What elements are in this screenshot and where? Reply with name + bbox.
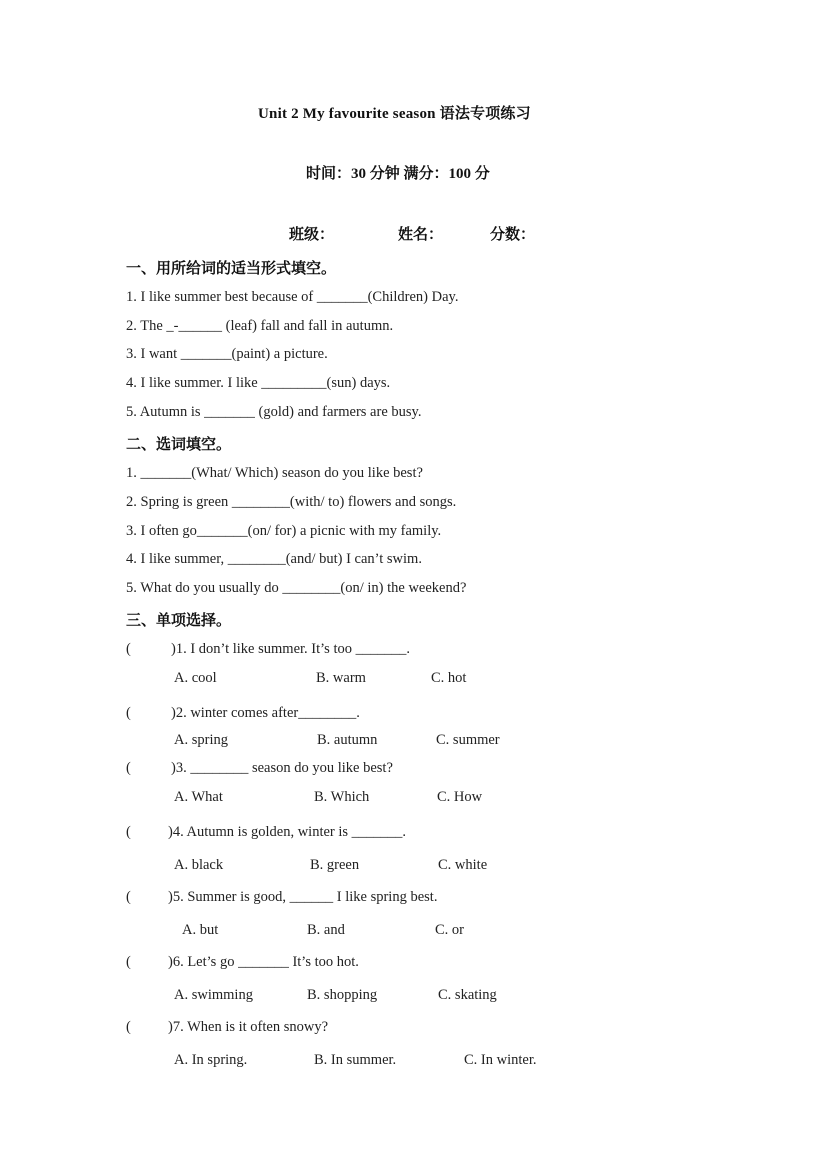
answer-paren: (	[126, 954, 131, 970]
section-2-heading: 二、选词填空。	[126, 437, 232, 453]
s3-question-4: )4. Autumn is golden, winter is _______.	[168, 824, 407, 840]
s3-q5-option-b: B. and	[307, 922, 345, 938]
s3-q3-option-a: A. What	[174, 789, 223, 805]
s1-question-5: 5. Autumn is _______ (gold) and farmers are busy.	[126, 404, 422, 420]
s3-question-6: )6. Let’s go _______ It’s too hot.	[168, 954, 359, 970]
score-label: 分数：	[490, 227, 536, 243]
s3-q7-option-b: B. In summer.	[314, 1052, 397, 1068]
answer-paren: (	[126, 641, 131, 657]
s3-q2-option-a: A. spring	[174, 732, 228, 748]
class-label: 班级：	[289, 227, 335, 243]
s2-question-1: 1. _______(What/ Which) season do you like best?	[126, 465, 423, 481]
s3-q4-option-b: B. green	[310, 857, 360, 873]
s3-question-2: )2. winter comes after________.	[171, 705, 360, 721]
s2-question-5: 5. What do you usually do ________(on/ in) the weekend?	[126, 580, 467, 596]
answer-paren: (	[126, 760, 131, 776]
time-score-line: 时间：30 分钟 满分：100 分	[306, 166, 490, 182]
s3-q2-option-b: B. autumn	[317, 732, 378, 748]
answer-paren: (	[126, 889, 131, 905]
s3-q4-option-a: A. black	[174, 857, 224, 873]
s3-q7-option-c: C. In winter.	[464, 1052, 537, 1068]
s2-question-3: 3. I often go_______(on/ for) a picnic with my family.	[126, 523, 442, 539]
s3-q3-option-b: B. Which	[314, 789, 370, 805]
section-1-heading: 一、用所给词的适当形式填空。	[126, 261, 337, 277]
s3-q1-option-b: B. warm	[316, 670, 366, 686]
page-title: Unit 2 My favourite season 语法专项练习	[258, 106, 531, 122]
section-3-heading: 三、单项选择。	[126, 613, 232, 629]
s1-question-3: 3. I want _______(paint) a picture.	[126, 346, 328, 362]
s1-question-2: 2. The _-______ (leaf) fall and fall in autumn.	[126, 318, 394, 334]
s3-q3-option-c: C. How	[437, 789, 483, 805]
answer-paren: (	[126, 705, 131, 721]
answer-paren: (	[126, 824, 131, 840]
s2-question-4: 4. I like summer, ________(and/ but) I can’t swim.	[126, 551, 422, 567]
s3-q4-option-c: C. white	[438, 857, 488, 873]
s3-q7-option-a: A. In spring.	[174, 1052, 248, 1068]
s3-q1-option-a: A. cool	[174, 670, 217, 686]
s3-q6-option-c: C. skating	[438, 987, 497, 1003]
s3-q5-option-c: C. or	[435, 922, 464, 938]
answer-paren: (	[126, 1019, 131, 1035]
s3-q5-option-a: A. but	[182, 922, 219, 938]
s3-question-5: )5. Summer is good, ______ I like spring best.	[168, 889, 438, 905]
name-label: 姓名：	[398, 227, 444, 243]
s2-question-2: 2. Spring is green ________(with/ to) flowers and songs.	[126, 494, 457, 510]
s3-q6-option-a: A. swimming	[174, 987, 253, 1003]
s3-q1-option-c: C. hot	[431, 670, 467, 686]
s3-question-3: )3. ________ season do you like best?	[171, 760, 393, 776]
s3-q2-option-c: C. summer	[436, 732, 500, 748]
s3-question-7: )7. When is it often snowy?	[168, 1019, 329, 1035]
s3-question-1: )1. I don’t like summer. It’s too _______.	[171, 641, 410, 657]
s1-question-4: 4. I like summer. I like _________(sun) days.	[126, 375, 391, 391]
s1-question-1: 1. I like summer best because of _______(Children) Day.	[126, 289, 459, 305]
s3-q6-option-b: B. shopping	[307, 987, 378, 1003]
